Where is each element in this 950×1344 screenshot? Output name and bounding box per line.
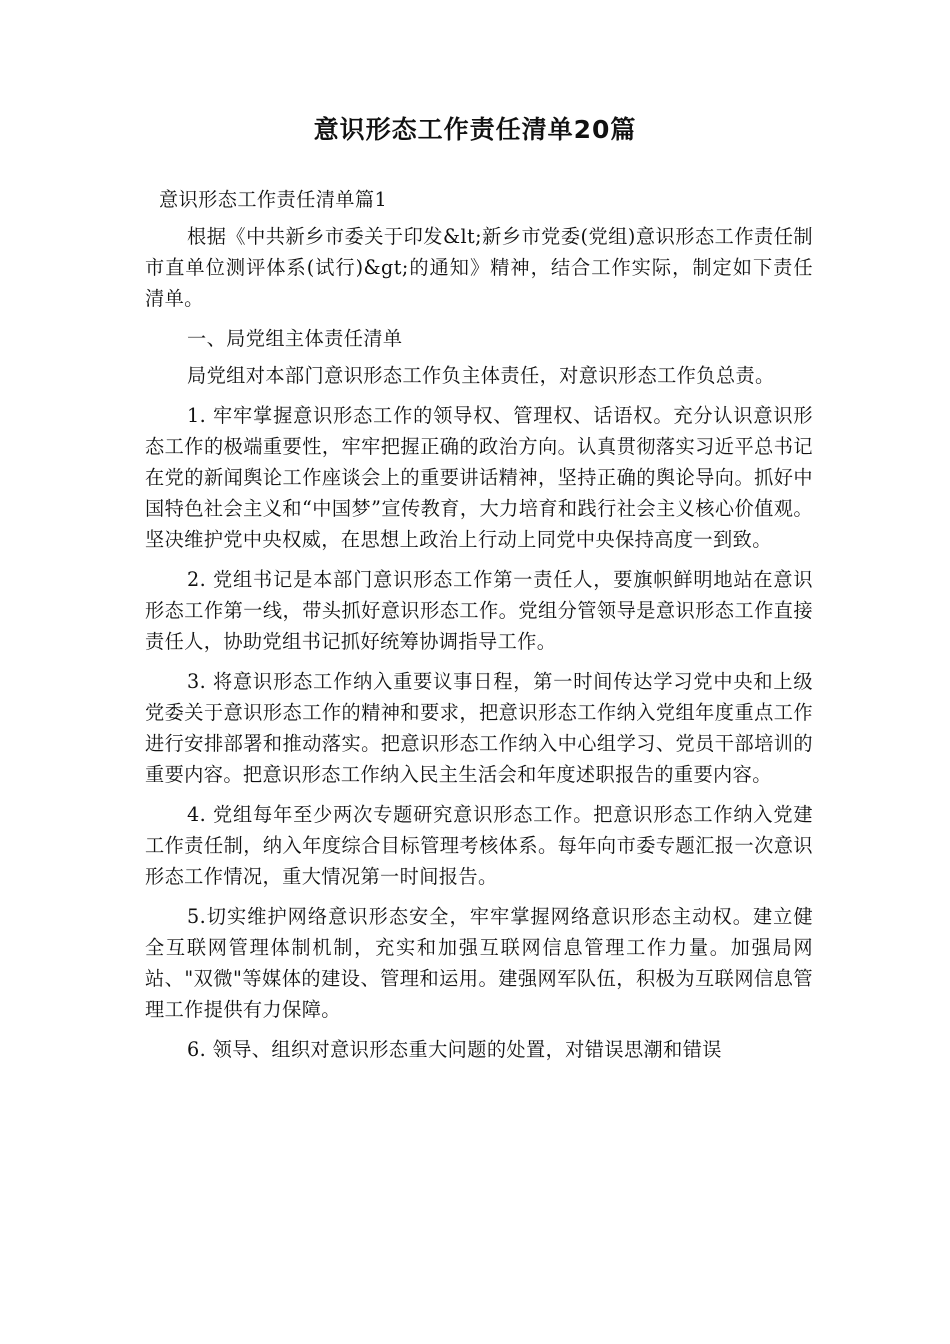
document-body xyxy=(145,184,813,1074)
paragraph: 6. 领导、组织对意识形态重大问题的处置，对错误思潮和错误 xyxy=(187,1038,722,1061)
paragraph: 2. 党组书记是本部门意识形态工作第一责任人，要旗帜鲜明地站在意识形态工作第一线，带头抓好意识形态工作。党组分管领导是意识形态工作直接责任人，协助党组书记抓好统筹协调指导工作。 xyxy=(145,568,813,653)
paragraph: 1. 牢牢掌握意识形态工作的领导权、管理权、话语权。充分认识意识形态工作的极端重要性，牢牢把握正确的政治方向。认真贯彻落实习近平总书记在党的新闻舆论工作座谈会上的重要讲话精神，坚持正确的舆论导向。抓好中国特色社会主义和“中国梦”宣传教育，大力培育和践行社会主义核心价值观。坚决维护党中央权威，在思想上政治上行动上同党中央保持高度一到致。 xyxy=(145,404,813,551)
paragraph: 局党组对本部门意识形态工作负主体责任，对意识形态工作负总责。 xyxy=(187,364,775,387)
paragraph: 4. 党组每年至少两次专题研究意识形态工作。把意识形态工作纳入党建工作责任制，纳入年度综合目标管理考核体系。每年向市委专题汇报一次意识形态工作情况，重大情况第一时间报告。 xyxy=(145,803,813,888)
paragraph: 根据《中共新乡市委关于印发&lt;新乡市党委(党组)意识形态工作责任制市直单位测评体系(试行)&gt;的通知》精神，结合工作实际，制定如下责任清单。 xyxy=(145,225,813,310)
document-title: 意识形态工作责任清单20篇 xyxy=(313,115,637,144)
section-heading: 意识形态工作责任清单篇1 xyxy=(159,188,388,211)
heading-line: 一、局党组主体责任清单 xyxy=(187,327,403,350)
paragraph: 5.切实维护网络意识形态安全，牢牢掌握网络意识形态主动权。建立健全互联网管理体制机制，充实和加强互联网信息管理工作力量。加强局网站、"双微"等媒体的建设、管理和运用。建强网军队伍，积极为互联网信息管理工作提供有力保障。 xyxy=(145,905,813,1021)
paragraph: 3. 将意识形态工作纳入重要议事日程，第一时间传达学习党中央和上级党委关于意识形态工作的精神和要求，把意识形态工作纳入党组年度重点工作进行安排部署和推动落实。把意识形态工作纳入中心组学习、党员干部培训的重要内容。把意识形态工作纳入民主生活会和年度述职报告的重要内容。 xyxy=(145,670,813,786)
